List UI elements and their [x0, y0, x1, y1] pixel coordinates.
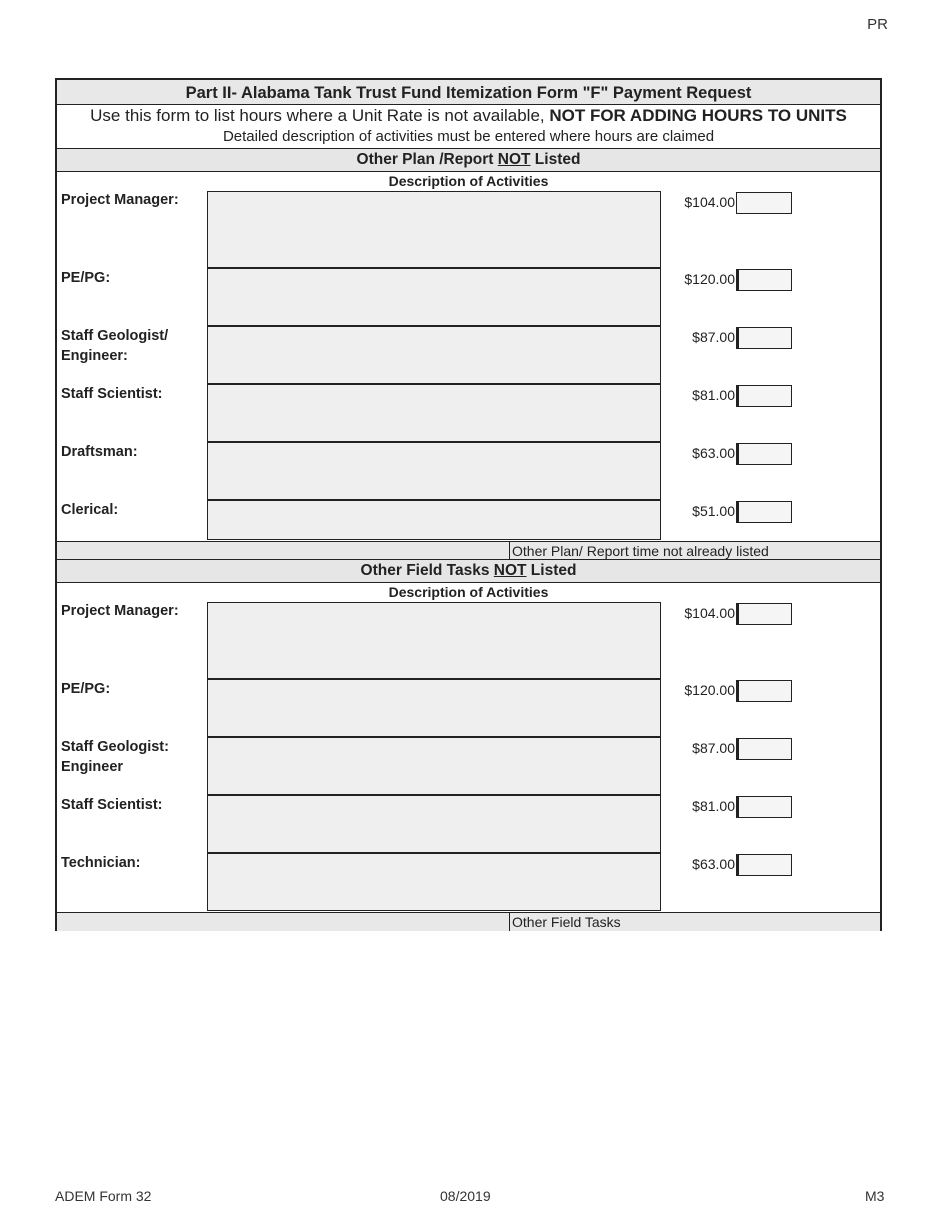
plan-description-pe-pg[interactable]: [207, 268, 661, 326]
subtitle-plain: Use this form to list hours where a Unit Rate is not available,: [90, 106, 550, 125]
plan-role-clerical: Clerical:: [61, 502, 119, 518]
plan-hours-pe-pg[interactable]: [736, 269, 792, 291]
field-description-technician[interactable]: [207, 853, 661, 911]
plan-column-header: Description of Activities: [388, 173, 549, 189]
plan-description-project-manager[interactable]: [207, 191, 661, 268]
plan-rate-draftsman: $63.00: [692, 445, 735, 461]
plan-description-staff-geologist[interactable]: [207, 326, 661, 384]
field-hours-project-manager[interactable]: [736, 603, 792, 625]
plan-description-clerical[interactable]: [207, 500, 661, 540]
field-hours-staff-scientist[interactable]: [736, 796, 792, 818]
plan-rate-staff-scientist: $81.00: [692, 387, 735, 403]
field-rate-staff-geologist: $87.00: [692, 740, 735, 756]
footer-form-name: ADEM Form 32: [55, 1188, 152, 1204]
section-plan-title-not: NOT: [497, 151, 531, 168]
plan-role-pe-pg: PE/PG:: [61, 270, 111, 286]
section-field-title-not: NOT: [493, 562, 527, 579]
section-plan-title-after: Listed: [530, 151, 581, 168]
plan-description-staff-scientist[interactable]: [207, 384, 661, 442]
itemization-form: [55, 78, 882, 931]
plan-role-staff-scientist: Staff Scientist:: [61, 386, 163, 402]
form-title: Part II- Alabama Tank Trust Fund Itemization Form "F" Payment Request: [57, 80, 880, 105]
plan-hours-clerical[interactable]: [736, 501, 792, 523]
field-role-project-manager: Project Manager:: [61, 603, 179, 619]
plan-hours-staff-geologist[interactable]: [736, 327, 792, 349]
plan-role-draftsman: Draftsman:: [61, 444, 138, 460]
plan-hours-project-manager[interactable]: [736, 192, 792, 214]
plan-rate-clerical: $51.00: [692, 503, 735, 519]
plan-hours-staff-scientist[interactable]: [736, 385, 792, 407]
field-rate-project-manager: $104.00: [684, 605, 735, 621]
field-description-staff-geologist[interactable]: [207, 737, 661, 795]
subtitle-bold: NOT FOR ADDING HOURS TO UNITS: [549, 106, 847, 125]
plan-rate-staff-geologist: $87.00: [692, 329, 735, 345]
footer-page-code: M3: [865, 1188, 885, 1204]
field-rate-pe-pg: $120.00: [684, 682, 735, 698]
field-hours-staff-geologist[interactable]: [736, 738, 792, 760]
section-field-title-before: Other Field Tasks: [360, 562, 494, 579]
field-hours-technician[interactable]: [736, 854, 792, 876]
field-role-technician: Technician:: [61, 855, 141, 871]
plan-hours-draftsman[interactable]: [736, 443, 792, 465]
field-column-header: Description of Activities: [388, 584, 549, 600]
plan-description-draftsman[interactable]: [207, 442, 661, 500]
form-subtitle: [57, 105, 880, 127]
field-description-project-manager[interactable]: [207, 602, 661, 679]
plan-total-label: Other Plan/ Report time not already listed: [509, 542, 769, 560]
field-description-pe-pg[interactable]: [207, 679, 661, 737]
footer-date: 08/2019: [440, 1188, 491, 1204]
field-hours-pe-pg[interactable]: [736, 680, 792, 702]
section-field-title-after: Listed: [526, 562, 577, 579]
corner-label: PR: [867, 16, 888, 33]
section-plan-title-before: Other Plan /Report: [356, 151, 498, 168]
detail-note: Detailed description of activities must be entered where hours are claimed: [222, 128, 715, 145]
field-total-bar: [57, 912, 880, 931]
plan-role-staff-geologist: Staff Geologist/ Engineer:: [61, 328, 169, 364]
plan-rate-project-manager: $104.00: [684, 194, 735, 210]
field-rate-staff-scientist: $81.00: [692, 798, 735, 814]
field-role-pe-pg: PE/PG:: [61, 681, 111, 697]
field-role-staff-geologist: Staff Geologist: Engineer: [61, 739, 169, 775]
field-total-label: Other Field Tasks: [509, 913, 621, 931]
plan-role-project-manager: Project Manager:: [61, 192, 179, 208]
plan-rate-pe-pg: $120.00: [684, 271, 735, 287]
section-plan-title: [57, 148, 880, 172]
field-role-staff-scientist: Staff Scientist:: [61, 797, 163, 813]
section-field-title: [57, 559, 880, 583]
field-description-staff-scientist[interactable]: [207, 795, 661, 853]
field-rate-technician: $63.00: [692, 856, 735, 872]
plan-total-bar: [57, 541, 880, 560]
